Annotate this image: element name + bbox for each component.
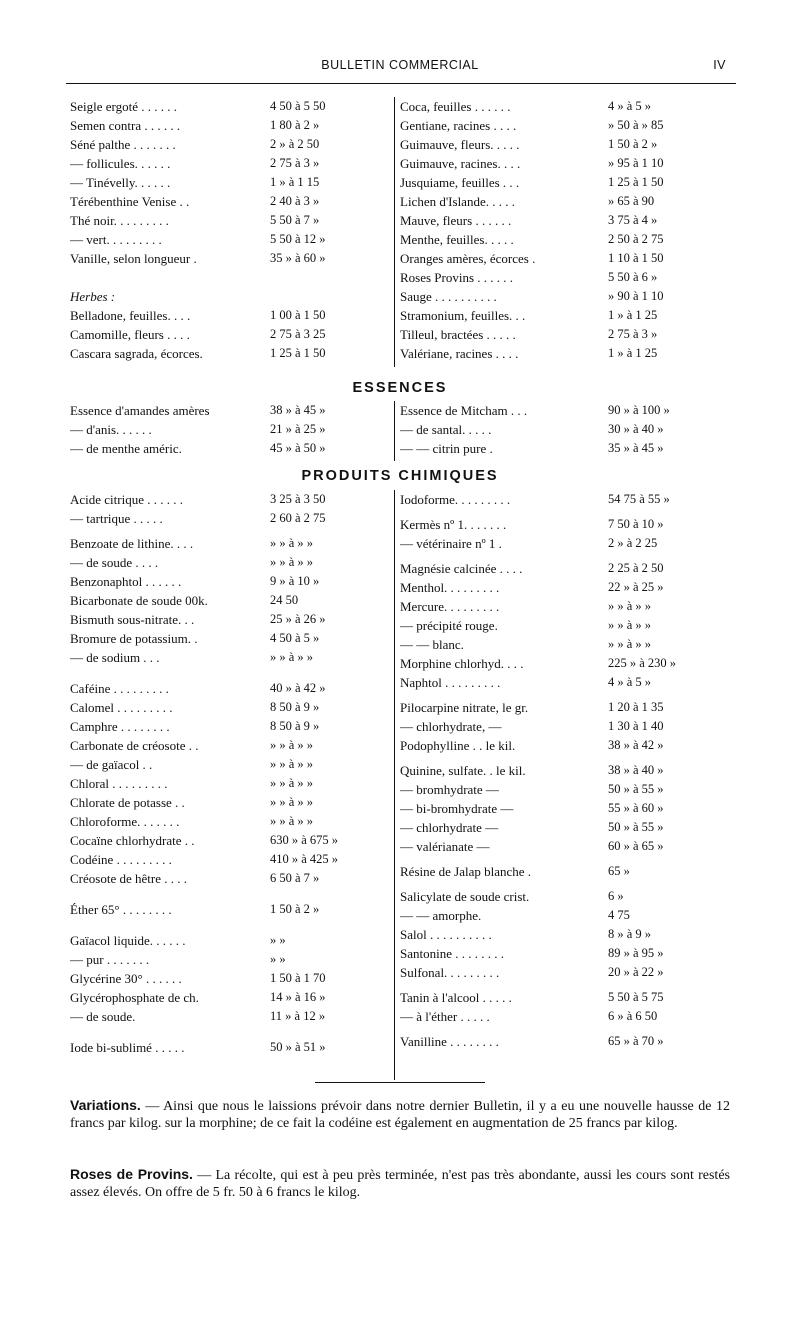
table-row [400, 673, 734, 692]
table-row [70, 509, 392, 528]
item-price: 4 » à 5 » [608, 99, 652, 113]
item-price: 50 » à 55 » [608, 782, 664, 796]
table-row [400, 534, 734, 553]
drugs-right-column [400, 97, 734, 363]
item-price: 25 » à 26 » [270, 612, 326, 626]
table-row [70, 900, 392, 919]
item-price: 8 » à 9 » [608, 927, 652, 941]
table-row [400, 654, 734, 673]
item-price: 3 25 à 3 50 [270, 492, 326, 506]
item-price: 2 75 à 3 » [608, 327, 658, 341]
item-price: » » à » » [270, 650, 314, 664]
item-price: 38 » à 42 » [608, 738, 664, 752]
item-name: Iode bi-sublimé . . . . . [70, 1040, 185, 1055]
chemicals-right-column [400, 490, 734, 1051]
table-row [400, 780, 734, 799]
item-price: 1 20 à 1 35 [608, 700, 664, 714]
item-name: Bismuth sous-nitrate. . . [70, 612, 195, 627]
item-price: 1 » à 1 25 [608, 346, 658, 360]
table-row [70, 679, 392, 698]
item-price: 21 » à 25 » [270, 422, 326, 436]
item-price: 4 50 à 5 » [270, 631, 320, 645]
item-name: Térébenthine Venise . . [70, 194, 190, 209]
table-row [70, 420, 392, 439]
item-price: 1 25 à 1 50 [270, 346, 326, 360]
table-row [70, 698, 392, 717]
item-name: — chlorhydrate, — [400, 719, 502, 734]
page-number: IV [713, 58, 726, 72]
paragraph-heading: Variations. [70, 1097, 141, 1113]
item-name: — tartrique . . . . . [70, 511, 163, 526]
item-name: Kermès nº 1. . . . . . . [400, 517, 507, 532]
table-row [400, 597, 734, 616]
item-price: 2 » à 2 50 [270, 137, 320, 151]
item-name: — — blanc. [400, 637, 464, 652]
table-row [70, 249, 392, 268]
item-name: Camomille, fleurs . . . . [70, 327, 190, 342]
item-name: Coca, feuilles . . . . . . [400, 99, 511, 114]
table-row [400, 963, 734, 982]
item-name: Bicarbonate de soude 00k. [70, 593, 208, 608]
item-name: Essence de Mitcham . . . [400, 403, 528, 418]
item-name: — de soude. [70, 1009, 136, 1024]
running-title: BULLETIN COMMERCIAL [321, 58, 479, 72]
table-row [70, 629, 392, 648]
item-name: Guimauve, racines. . . . [400, 156, 521, 171]
item-price: 1 » à 1 15 [270, 175, 320, 189]
table-row [70, 969, 392, 988]
table-row [70, 591, 392, 610]
item-name: — de gaïacol . . [70, 757, 153, 772]
table-row [400, 635, 734, 654]
item-name: Cocaïne chlorhydrate . . [70, 833, 195, 848]
item-price: 65 » [608, 864, 630, 878]
table-row [400, 944, 734, 963]
item-price: 5 50 à 6 » [608, 270, 658, 284]
item-price: » » à » » [608, 637, 652, 651]
table-row [400, 906, 734, 925]
table-row [400, 799, 734, 818]
table-row [70, 988, 392, 1007]
table-row [70, 793, 392, 812]
table-row [70, 869, 392, 888]
item-name: Camphre . . . . . . . . [70, 719, 170, 734]
item-price: 2 75 à 3 » [270, 156, 320, 170]
item-price: 35 » à 60 » [270, 251, 326, 265]
item-price: 4 50 à 5 50 [270, 99, 326, 113]
item-name: Chloral . . . . . . . . . [70, 776, 168, 791]
table-row [70, 135, 392, 154]
paragraph-variations [70, 1097, 730, 1132]
table-row [70, 192, 392, 211]
item-price: 50 » à 51 » [270, 1040, 326, 1054]
item-name: Herbes : [70, 289, 116, 304]
item-name: Benzonaphtol . . . . . . [70, 574, 182, 589]
table-row [70, 931, 392, 950]
table-row [70, 401, 392, 420]
item-name: Codéine . . . . . . . . . [70, 852, 172, 867]
item-price: » 65 à 90 [608, 194, 655, 208]
page-header [0, 58, 800, 78]
table-row [400, 439, 734, 458]
item-name: — valérianate — [400, 839, 490, 854]
item-name: Glycérophosphate de ch. [70, 990, 199, 1005]
table-row [400, 988, 734, 1007]
column-divider [394, 490, 395, 1080]
table-row [70, 812, 392, 831]
item-name: Sulfonal. . . . . . . . . [400, 965, 500, 980]
table-row [400, 420, 734, 439]
table-row [400, 306, 734, 325]
table-row [70, 572, 392, 591]
table-row [400, 736, 734, 755]
item-price: 54 75 à 55 » [608, 492, 670, 506]
item-price: 6 » à 6 50 [608, 1009, 658, 1023]
table-row [70, 173, 392, 192]
item-name: Cascara sagrada, écorces. [70, 346, 203, 361]
item-price: 90 » à 100 » [608, 403, 670, 417]
item-price: » 95 à 1 10 [608, 156, 664, 170]
item-price: 89 » à 95 » [608, 946, 664, 960]
table-row [70, 736, 392, 755]
item-name: Iodoforme. . . . . . . . . [400, 492, 511, 507]
table-row [400, 249, 734, 268]
item-price: 7 50 à 10 » [608, 517, 664, 531]
table-row [400, 116, 734, 135]
table-row [400, 837, 734, 856]
item-price: 1 50 à 2 » [270, 902, 320, 916]
item-name: Pilocarpine nitrate, le gr. [400, 700, 529, 715]
item-price: 14 » à 16 » [270, 990, 326, 1004]
item-price: 6 » [608, 889, 624, 903]
item-name: Guimauve, fleurs. . . . . [400, 137, 520, 152]
item-price: » » à » » [270, 757, 314, 771]
table-row [400, 97, 734, 116]
item-name: Éther 65° . . . . . . . . [70, 902, 172, 917]
item-name: Semen contra . . . . . . [70, 118, 181, 133]
item-name: Calomel . . . . . . . . . [70, 700, 173, 715]
item-price: 50 » à 55 » [608, 820, 664, 834]
chemicals-left-column [70, 490, 392, 1057]
table-row [70, 116, 392, 135]
item-name: — Tinévelly. . . . . . [70, 175, 171, 190]
item-name: Menthol. . . . . . . . . [400, 580, 500, 595]
item-name: Valériane, racines . . . . [400, 346, 519, 361]
item-name: Jusquiame, feuilles . . . [400, 175, 520, 190]
item-name: — précipité rouge. [400, 618, 498, 633]
item-price: 24 50 [270, 593, 299, 607]
closing-rule [315, 1082, 485, 1083]
item-name: Tilleul, bractées . . . . . [400, 327, 516, 342]
item-price: 22 » à 25 » [608, 580, 664, 594]
item-price: 45 » à 50 » [270, 441, 326, 455]
item-price: » » à » » [270, 555, 314, 569]
table-row [70, 717, 392, 736]
item-price: 2 60 à 2 75 [270, 511, 326, 525]
item-price: » 90 à 1 10 [608, 289, 664, 303]
item-price: 4 75 [608, 908, 630, 922]
table-row [400, 717, 734, 736]
table-row [70, 774, 392, 793]
item-price: » » à » » [270, 536, 314, 550]
item-price: » » à » » [608, 599, 652, 613]
section-title-essences: ESSENCES [352, 380, 448, 396]
item-name: — pur . . . . . . . [70, 952, 150, 967]
table-row [400, 1032, 734, 1051]
table-row [400, 211, 734, 230]
item-name: Menthe, feuilles. . . . . [400, 232, 514, 247]
table-row [70, 97, 392, 116]
table-row [70, 610, 392, 629]
item-price: 410 » à 425 » [270, 852, 339, 866]
header-rule [66, 83, 736, 84]
item-name: Résine de Jalap blanche . [400, 864, 532, 879]
table-row [70, 325, 392, 344]
table-row [70, 850, 392, 869]
item-price: 55 » à 60 » [608, 801, 664, 815]
table-row [400, 268, 734, 287]
item-price: 3 75 à 4 » [608, 213, 658, 227]
item-price: 65 » à 70 » [608, 1034, 664, 1048]
item-price: 11 » à 12 » [270, 1009, 326, 1023]
table-row [70, 211, 392, 230]
table-row [400, 192, 734, 211]
item-price: » » [270, 933, 286, 947]
table-row [400, 616, 734, 635]
table-row [70, 154, 392, 173]
item-name: Stramonium, feuilles. . . [400, 308, 526, 323]
table-row [70, 439, 392, 458]
item-name: Lichen d'Islande. . . . . [400, 194, 515, 209]
item-name: Santonine . . . . . . . . [400, 946, 504, 961]
item-price: 2 » à 2 25 [608, 536, 658, 550]
item-name: — — amorphe. [400, 908, 482, 923]
item-price: 1 10 à 1 50 [608, 251, 664, 265]
paragraph-text: — Ainsi que nous le laissions prévoir dans notre dernier Bulletin, il y a eu une nouvelle hausse de 12 francs par kilog. sur la morphine; de ce fait la codéine est également en augmentation de 25 francs par kilog. [70, 1099, 730, 1131]
item-name: Chloroforme. . . . . . . [70, 814, 180, 829]
section-title-produits-chimiques: PRODUITS CHIMIQUES [301, 468, 499, 484]
item-price: » 50 à » 85 [608, 118, 664, 132]
item-name: Roses Provins . . . . . . [400, 270, 514, 285]
essences-left-column [70, 401, 392, 458]
item-price: 20 » à 22 » [608, 965, 664, 979]
item-price: 2 40 à 3 » [270, 194, 320, 208]
item-name: Mauve, fleurs . . . . . . [400, 213, 512, 228]
item-name: Belladone, feuilles. . . . [70, 308, 191, 323]
item-name: Tanin à l'alcool . . . . . [400, 990, 512, 1005]
item-price: 4 » à 5 » [608, 675, 652, 689]
item-price: 38 » à 45 » [270, 403, 326, 417]
item-price: » » à » » [270, 776, 314, 790]
item-name: Thé noir. . . . . . . . . [70, 213, 169, 228]
item-name: — à l'éther . . . . . [400, 1009, 490, 1024]
table-row [400, 401, 734, 420]
item-name: — de menthe améric. [70, 441, 182, 456]
item-price: 1 50 à 2 » [608, 137, 658, 151]
table-row [70, 1007, 392, 1026]
item-name: Vanilline . . . . . . . . [400, 1034, 499, 1049]
paragraph-heading: Roses de Provins. [70, 1166, 193, 1182]
table-row [70, 268, 392, 287]
table-row [400, 698, 734, 717]
item-price: 225 » à 230 » [608, 656, 677, 670]
item-name: Quinine, sulfate. . le kil. [400, 763, 526, 778]
item-price: 2 75 à 3 25 [270, 327, 326, 341]
item-price: 6 50 à 7 » [270, 871, 320, 885]
item-name: — vert. . . . . . . . . [70, 232, 162, 247]
item-price: » » à » » [608, 618, 652, 632]
item-name: Benzoate de lithine. . . . [70, 536, 194, 551]
item-name: Gaïacol liquide. . . . . . [70, 933, 186, 948]
table-row [70, 1038, 392, 1057]
table-row [70, 230, 392, 249]
item-name: Mercure. . . . . . . . . [400, 599, 500, 614]
table-row [400, 818, 734, 837]
item-price: 1 00 à 1 50 [270, 308, 326, 322]
table-row [400, 490, 734, 509]
item-name: Seigle ergoté . . . . . . [70, 99, 177, 114]
table-row [400, 887, 734, 906]
item-name: — de soude . . . . [70, 555, 159, 570]
item-name: — de santal. . . . . [400, 422, 492, 437]
item-price: » » à » » [270, 814, 314, 828]
item-name: Oranges amères, écorces . [400, 251, 536, 266]
item-price: 5 50 à 5 75 [608, 990, 664, 1004]
table-row [70, 950, 392, 969]
item-price: 1 80 à 2 » [270, 118, 320, 132]
item-price: 630 » à 675 » [270, 833, 339, 847]
item-price: 5 50 à 7 » [270, 213, 320, 227]
item-name: — vétérinaire nº 1 . [400, 536, 502, 551]
item-name: Salol . . . . . . . . . . [400, 927, 492, 942]
table-row [70, 287, 392, 306]
table-row [70, 490, 392, 509]
table-row [70, 553, 392, 572]
table-row [70, 306, 392, 325]
table-row [70, 755, 392, 774]
item-name: Bromure de potassium. . [70, 631, 198, 646]
table-row [400, 325, 734, 344]
item-name: Salicylate de soude crist. [400, 889, 530, 904]
item-name: Acide citrique . . . . . . [70, 492, 183, 507]
item-price: 35 » à 45 » [608, 441, 664, 455]
table-row [70, 648, 392, 667]
item-name: — — citrin pure . [400, 441, 493, 456]
table-row [400, 230, 734, 249]
item-price: 30 » à 40 » [608, 422, 664, 436]
drugs-left-column [70, 97, 392, 363]
table-row [400, 135, 734, 154]
item-price: 1 50 à 1 70 [270, 971, 326, 985]
table-row [400, 862, 734, 881]
item-price: 1 30 à 1 40 [608, 719, 664, 733]
table-row [400, 287, 734, 306]
item-price: 1 » à 1 25 [608, 308, 658, 322]
table-row [70, 831, 392, 850]
table-row [400, 154, 734, 173]
table-row [400, 925, 734, 944]
item-name: Séné palthe . . . . . . . [70, 137, 176, 152]
item-name: — follicules. . . . . . [70, 156, 171, 171]
item-name: — d'anis. . . . . . [70, 422, 152, 437]
item-name: Vanille, selon longueur . [70, 251, 197, 266]
item-name: Gentiane, racines . . . . [400, 118, 517, 133]
item-price: 1 25 à 1 50 [608, 175, 664, 189]
item-price: » » à » » [270, 738, 314, 752]
table-row [400, 761, 734, 780]
table-row [400, 559, 734, 578]
item-name: — bromhydrate — [400, 782, 499, 797]
item-price: 8 50 à 9 » [270, 700, 320, 714]
item-price: 9 » à 10 » [270, 574, 320, 588]
item-name: Naphtol . . . . . . . . . [400, 675, 501, 690]
table-row [400, 344, 734, 363]
item-name: Glycérine 30° . . . . . . [70, 971, 182, 986]
table-row [400, 578, 734, 597]
item-price: 5 50 à 12 » [270, 232, 326, 246]
column-divider [394, 401, 395, 461]
item-price: » » [270, 952, 286, 966]
item-name: Créosote de hêtre . . . . [70, 871, 187, 886]
item-price: 2 25 à 2 50 [608, 561, 664, 575]
item-name: Caféine . . . . . . . . . [70, 681, 169, 696]
item-name: — chlorhydrate — [400, 820, 499, 835]
item-name: Magnésie calcinée . . . . [400, 561, 523, 576]
item-name: Chlorate de potasse . . [70, 795, 185, 810]
item-price: » » à » » [270, 795, 314, 809]
item-name: Carbonate de créosote . . [70, 738, 199, 753]
item-name: Morphine chlorhyd. . . . [400, 656, 524, 671]
item-price: 38 » à 40 » [608, 763, 664, 777]
item-price: 40 » à 42 » [270, 681, 326, 695]
table-row [400, 515, 734, 534]
item-price: 2 50 à 2 75 [608, 232, 664, 246]
table-row [70, 534, 392, 553]
item-name: — bi-bromhydrate — [400, 801, 514, 816]
item-price: 8 50 à 9 » [270, 719, 320, 733]
item-name: Essence d'amandes amères [70, 403, 210, 418]
column-divider [394, 97, 395, 367]
item-price: 60 » à 65 » [608, 839, 664, 853]
paragraph-roses-de-provins [70, 1166, 730, 1201]
paragraph-text: — La récolte, qui est à peu près terminée, n'est pas très abondante, aussi les cours sont restés assez élevés. On offre de 5 fr. 50 à 6 francs le kilog. [70, 1168, 730, 1200]
item-name: Podophylline . . le kil. [400, 738, 516, 753]
table-row [400, 1007, 734, 1026]
item-name: — de sodium . . . [70, 650, 160, 665]
table-row [400, 173, 734, 192]
table-row [70, 344, 392, 363]
essences-right-column [400, 401, 734, 458]
item-name: Sauge . . . . . . . . . . [400, 289, 497, 304]
